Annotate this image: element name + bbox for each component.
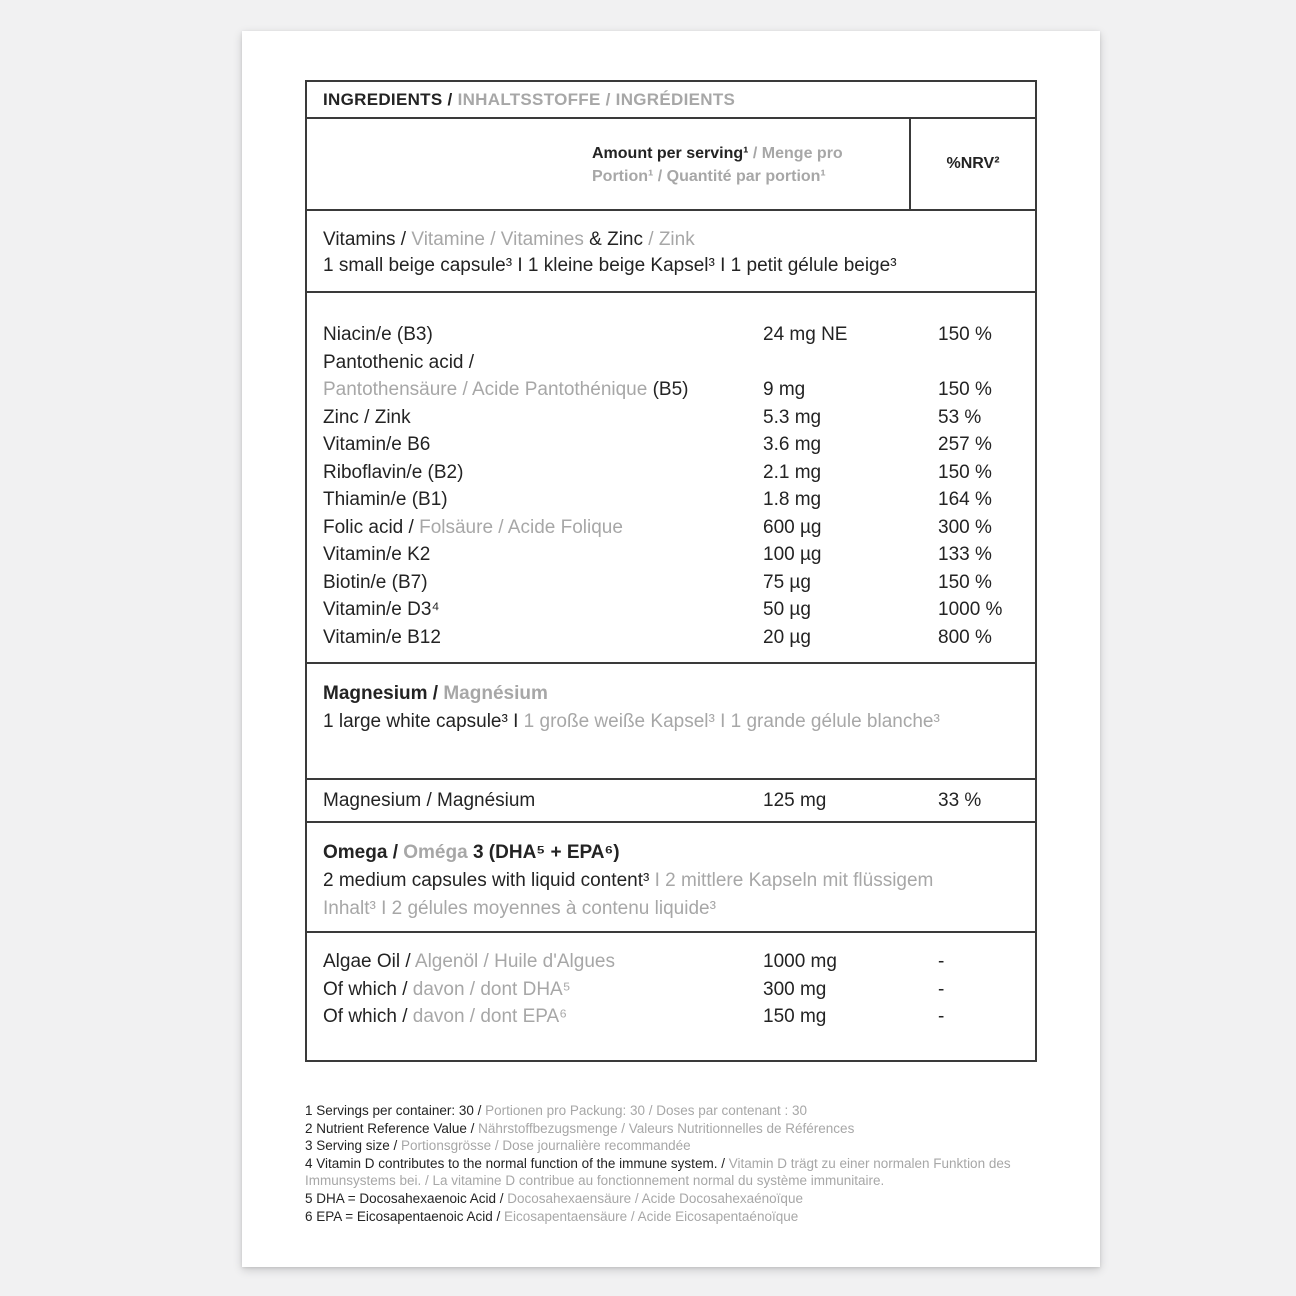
section-omega-header: [307, 823, 1035, 933]
footnote-en: 2 Nutrient Reference Value /: [305, 1120, 479, 1136]
footnote: [305, 1155, 1041, 1190]
column-header-amount: [307, 119, 909, 209]
nutrient-amount: 3.6 mg: [763, 434, 822, 455]
nutrient-amount: 1.8 mg: [763, 489, 822, 510]
nutrient-label: Vitamin/e B12: [323, 626, 441, 648]
footnote-en: 5 DHA = Docosahexaenoic Acid /: [305, 1190, 508, 1206]
omega-heading-translation: Oméga: [403, 842, 473, 863]
nutrient-label-code: (B5): [652, 379, 689, 400]
nutrient-label: Vitamin/e K2: [323, 544, 431, 565]
section-vitamins-data: [307, 293, 1035, 664]
nutrient-nrv: 257 %: [938, 434, 992, 455]
magnesium-heading-translation: Magnésium: [443, 683, 548, 704]
nrv-header-label: %NRV²: [946, 155, 1000, 172]
table-row: [323, 541, 1019, 569]
footnote: [305, 1120, 1041, 1138]
nutrient-nrv: 150 %: [938, 571, 992, 593]
nutrient-label-en: Algae Oil /: [323, 951, 415, 972]
omega-capsule-en: 2 medium capsules with liquid content³: [323, 870, 655, 891]
table-row: [323, 404, 1019, 432]
vitamins-heading: [323, 227, 1019, 253]
nutrient-label-translation: davon / dont EPA⁶: [412, 1006, 568, 1027]
footnote-en: 4 Vitamin D contributes to the normal function of the immune system. /: [305, 1155, 729, 1171]
amount-header-en: Amount per serving¹: [592, 145, 753, 162]
nutrient-label-en: Folic acid /: [323, 516, 420, 538]
omega-heading-dha-epa: 3 (DHA⁵ + EPA⁶): [472, 842, 620, 863]
magnesium-heading: [323, 680, 1019, 708]
table-row: [323, 514, 1019, 542]
nutrient-label: [323, 948, 763, 976]
nutrient-amount: 125 mg: [763, 790, 827, 811]
nutrient-amount: 600 µg: [763, 516, 822, 538]
zinc-heading-translation: / Zink: [648, 229, 695, 250]
nutrient-label: [323, 976, 763, 1004]
section-omega-data: [307, 933, 1035, 1044]
vitamins-heading-translations: Vitamine / Vitamines: [411, 229, 590, 250]
nutrient-nrv: 150 %: [938, 379, 992, 400]
nutrient-amount: 150 mg: [763, 1006, 827, 1027]
nutrient-amount: 20 µg: [763, 626, 811, 648]
footnote: [305, 1190, 1041, 1208]
nutrient-amount: 100 µg: [763, 544, 822, 565]
nutrient-label: [323, 514, 763, 542]
nutrient-nrv: 150 %: [938, 461, 992, 483]
amount-header-translations: / Menge pro Portion¹ / Quantité par portion¹: [592, 145, 843, 185]
nutrient-label: Niacin/e (B3): [323, 324, 433, 345]
magnesium-capsule-en: 1 large white capsule³ I: [323, 711, 524, 732]
magnesium-capsule-translations: 1 große weiße Kapsel³ I 1 grande gélule blanche³: [523, 711, 940, 732]
footnote-translations: Portionsgrösse / Dose journalière recommandée: [401, 1138, 691, 1154]
nutrient-label-en: Of which /: [323, 1006, 413, 1027]
table-row: [323, 596, 1019, 624]
section-vitamins-header: [307, 211, 1035, 293]
table-row: [323, 948, 1019, 976]
zinc-heading-en: & Zinc: [589, 229, 649, 250]
nutrient-nrv: -: [938, 978, 945, 1000]
table-row: [323, 431, 1019, 459]
nutrient-nrv: 53 %: [938, 406, 982, 428]
footnotes: [305, 1102, 1041, 1225]
footnote-translations: Vitamin D trägt zu einer normalen Funktion des Immunsystems bei. / La vitamine D contribue au fonctionnement normal du système immunitaire.: [305, 1155, 1011, 1189]
footnote-translations: Portionen pro Packung: 30 / Doses par contenant : 30: [485, 1103, 808, 1118]
nutrient-label-translation: Pantothensäure / Acide Pantothénique: [323, 379, 653, 400]
magnesium-capsule-description: [323, 708, 945, 736]
nutrient-label: [323, 1003, 763, 1031]
table-title-en: INGREDIENTS /: [323, 89, 458, 109]
nutrient-nrv: 150 %: [938, 324, 992, 345]
nutrient-nrv: -: [938, 1006, 945, 1027]
section-magnesium-header: [307, 664, 1035, 780]
footnote-translations: Docosahexaensäure / Acide Docosahexaénoïque: [507, 1190, 803, 1206]
nutrient-label: Vitamin/e B6: [323, 434, 431, 455]
column-header-row: [307, 119, 1035, 211]
table-row: [323, 624, 1019, 652]
nutrient-label-translation: Algenöl / Huile d'Algues: [414, 951, 615, 972]
table-title-translations: INHALTSSTOFFE / INGRÉDIENTS: [457, 89, 736, 109]
section-magnesium-data: [307, 780, 1035, 823]
footnote: [305, 1137, 1041, 1155]
footnote: [305, 1208, 1041, 1226]
omega-heading-en: Omega /: [323, 842, 404, 863]
magnesium-heading-en: Magnesium /: [323, 683, 444, 704]
footnote-en: 1 Servings per container: 30 /: [305, 1103, 486, 1118]
nutrient-label: Zinc / Zink: [323, 406, 411, 428]
nutrient-label: Vitamin/e D3⁴: [323, 599, 440, 620]
table-row: [323, 1003, 1019, 1031]
nutrient-label: Riboflavin/e (B2): [323, 461, 464, 483]
nutrient-amount: 2.1 mg: [763, 461, 822, 483]
nutrient-label-en: Of which /: [323, 978, 413, 1000]
table-row: [323, 486, 1019, 514]
nutrient-label-translation: davon / dont DHA⁵: [412, 978, 571, 1000]
vitamins-heading-en: Vitamins /: [323, 229, 412, 250]
column-header-nrv: [909, 119, 1035, 209]
nutrient-nrv: 133 %: [938, 544, 992, 565]
nutrient-nrv: 33 %: [938, 790, 982, 811]
nutrient-amount: 24 mg NE: [763, 324, 848, 345]
vitamins-capsule-description: 1 small beige capsule³ I 1 kleine beige Kapsel³ I 1 petit gélule beige³: [323, 255, 897, 276]
footnote-en: 6 EPA = Eicosapentaenoic Acid /: [305, 1208, 505, 1224]
nutrient-amount: 75 µg: [763, 571, 811, 593]
nutrient-nrv: 800 %: [938, 626, 992, 648]
footnote-translations: Eicosapentaensäure / Acide Eicosapentaénoïque: [504, 1208, 799, 1224]
nutrient-amount: 300 mg: [763, 978, 827, 1000]
nutrient-amount: 50 µg: [763, 599, 811, 620]
nutrient-nrv: 300 %: [938, 516, 992, 538]
table-row: [323, 976, 1019, 1004]
footnote-en: 3 Serving size /: [305, 1138, 402, 1154]
footnote: [305, 1102, 1041, 1120]
nutrient-label: Biotin/e (B7): [323, 571, 428, 593]
nutrient-amount: 5.3 mg: [763, 406, 822, 428]
table-title-row: [307, 82, 1035, 119]
nutrient-label-line2: [323, 376, 763, 404]
table-row: [323, 321, 1019, 349]
label-card: [242, 31, 1100, 1267]
omega-heading: [323, 839, 1019, 867]
ingredients-table: [305, 80, 1037, 1062]
footnote-translations: Nährstoffbezugsmenge / Valeurs Nutritionnelles de Références: [478, 1120, 855, 1136]
nutrient-label: Thiamin/e (B1): [323, 489, 448, 510]
table-row: [323, 459, 1019, 487]
omega-capsule-description: [323, 867, 945, 923]
omega-capsule-translations: I 2 mittlere Kapseln mit flüssigem Inhalt³ I 2 gélules moyennes à contenu liquide³: [323, 870, 934, 919]
nutrient-amount: 1000 mg: [763, 951, 837, 972]
nutrient-label-line1: Pantothenic acid /: [323, 351, 475, 373]
nutrient-nrv: -: [938, 951, 945, 972]
table-title: [323, 90, 735, 110]
nutrient-amount: 9 mg: [763, 379, 806, 400]
table-row: [323, 569, 1019, 597]
table-row: [323, 349, 1019, 404]
nutrient-label-translation: Folsäure / Acide Folique: [419, 516, 623, 538]
table-row: [323, 787, 1019, 815]
nutrient-nrv: 164 %: [938, 489, 992, 510]
nutrient-nrv: 1000 %: [938, 599, 1003, 620]
nutrient-label: Magnesium / Magnésium: [323, 790, 536, 811]
nutrient-label: [323, 349, 763, 404]
